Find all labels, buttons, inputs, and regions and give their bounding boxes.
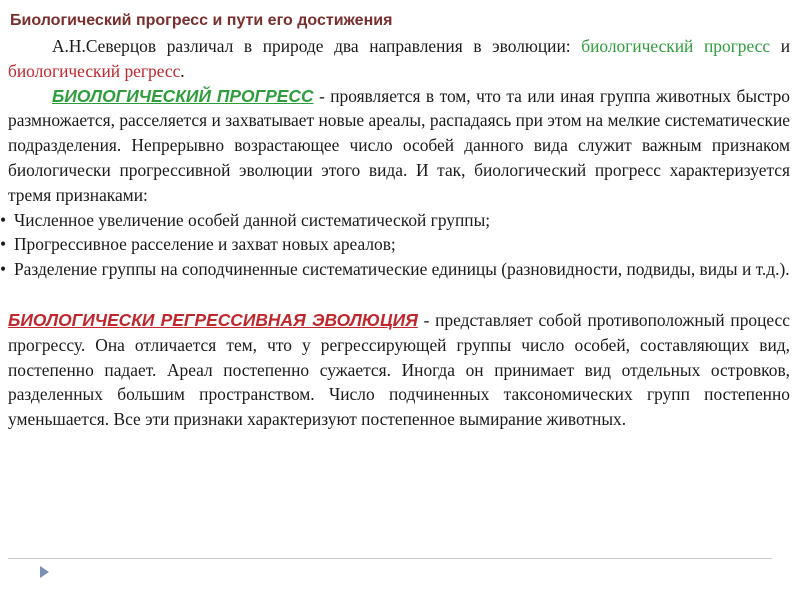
bullet-icon: • bbox=[0, 209, 7, 230]
progress-paragraph bbox=[8, 84, 790, 208]
list-item-text: Разделение группы на соподчиненные систематические единицы (разновидности, подвиды, виды и т.д.). bbox=[14, 259, 790, 280]
bullet-icon: • bbox=[0, 234, 7, 255]
next-slide-arrow-icon[interactable] bbox=[40, 566, 49, 578]
slide-title: Биологический прогресс и пути его достижения bbox=[10, 12, 393, 29]
slide-body bbox=[0, 34, 790, 432]
intro-conjunction: и bbox=[770, 36, 790, 56]
spacer bbox=[8, 282, 790, 308]
intro-paragraph bbox=[8, 34, 790, 84]
intro-text: А.Н.Северцов различал в природе два направления в эволюции: bbox=[52, 36, 582, 56]
list-item-text: Численное увеличение особей данной систематической группы; bbox=[14, 209, 491, 230]
regress-text: - представляет собой противоположный процесс прогрессу. Она отличается тем, что у регрессирующей группы число особей, составляющих вид, постепенно падает. Ареал постепенно сужается. Иногда он принимает вид отдельных островков, разделенных большим пространством. Число подчиненных таксономических групп постепенно уменьшается. Все эти признаки характеризуют постепенное вымирание животных. bbox=[8, 309, 790, 430]
intro-end: . bbox=[180, 60, 185, 81]
term-biological-progress: биологический прогресс bbox=[581, 36, 771, 56]
term-biological-regress: биологический регресс bbox=[8, 60, 181, 81]
progress-heading-term: БИОЛОГИЧЕСКИЙ ПРОГРЕСС bbox=[52, 85, 314, 106]
bullet-icon: • bbox=[0, 259, 7, 280]
bottom-divider bbox=[8, 558, 772, 559]
regress-paragraph bbox=[8, 308, 790, 432]
list-item bbox=[0, 257, 790, 282]
list-item bbox=[0, 232, 790, 257]
list-item-text: Прогрессивное расселение и захват новых ареалов; bbox=[14, 234, 396, 255]
regress-heading-term: БИОЛОГИЧЕСКИ РЕГРЕССИВНАЯ ЭВОЛЮЦИЯ bbox=[8, 309, 418, 330]
list-item bbox=[0, 208, 790, 233]
progress-text: - проявляется в том, что та или иная группа животных быстро размножается, расселяется и захватывает новые ареалы, распадаясь при этом на мелкие систематические подразделения. Непрерывно возрастающее число особей данного вида служит важным признаком биологически прогрессивной эволюции этого вида. И так, биологический прогресс характеризуется тремя признаками: bbox=[8, 85, 790, 205]
progress-signs-list bbox=[0, 208, 790, 282]
